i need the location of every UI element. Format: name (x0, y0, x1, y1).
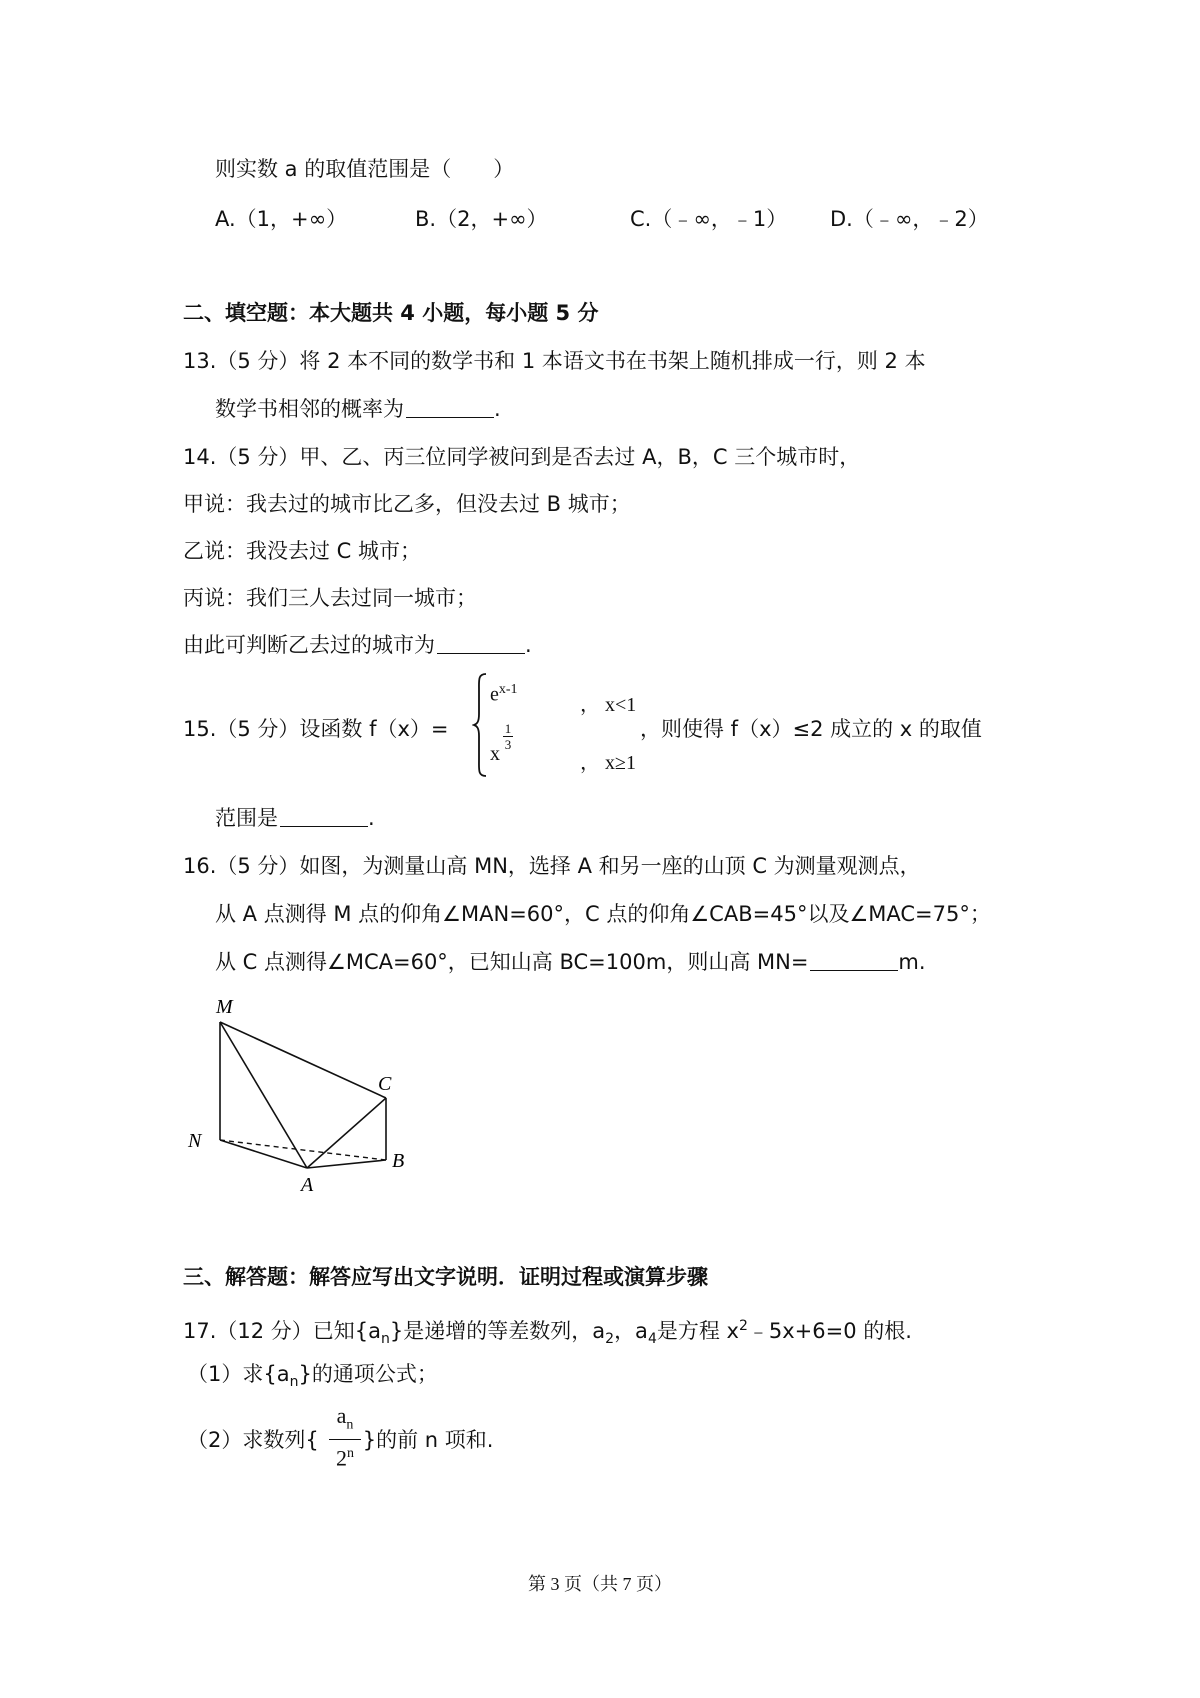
case-2-exponent-fraction (503, 722, 513, 751)
question-14-line2: 甲说：我去过的城市比乙多，但没去过 B 城市； (183, 492, 631, 516)
question-15-text: 范围是 (215, 806, 278, 830)
q17-text-a: 17.（12 分）已知{a (183, 1319, 382, 1343)
piecewise-case-1 (490, 682, 518, 707)
label-N: N (188, 1130, 202, 1152)
piecewise-brace (472, 672, 488, 778)
question-16-line2: 从 A 点测得 M 点的仰角∠MAN=60°，C 点的仰角∠CAB=45°以及∠MAC=75°； (215, 902, 991, 926)
q17-text-d: 是方程 x (656, 1319, 739, 1343)
page-footer: 第 3 页（共 7 页） (528, 1574, 672, 1594)
numerator-sub: n (346, 1417, 354, 1433)
answer-blank (810, 948, 898, 971)
question-16-line3 (215, 947, 926, 977)
line-NA (220, 1140, 307, 1168)
question-15-suffix: ，则使得 f（x）≤2 成立的 x 的取值 (640, 717, 982, 741)
exponent-numerator: 1 (504, 721, 512, 736)
period: . (368, 806, 375, 830)
line-MA (220, 1022, 307, 1168)
question-13-text: 数学书相邻的概率为 (215, 397, 404, 421)
question-14-text: 由此可判断乙去过的城市为 (183, 633, 435, 657)
case-2-base: x (490, 743, 500, 765)
piecewise-case-1-condition: ， x<1 (580, 694, 637, 716)
line-MC (220, 1022, 386, 1098)
numerator-a: a (336, 1403, 347, 1428)
case-1-exponent: x-1 (498, 682, 518, 697)
question-12-stem: 则实数 a 的取值范围是（ ） (215, 157, 515, 181)
fraction-bar (329, 1439, 361, 1440)
answer-blank (406, 395, 494, 418)
question-13-line1: 13.（5 分）将 2 本不同的数学书和 1 本语文书在书架上随机排成一行，则 2 本 (183, 349, 926, 373)
denominator-2: 2 (336, 1445, 347, 1471)
label-B: B (392, 1150, 405, 1172)
question-14-line5 (183, 630, 532, 660)
option-b: B.（2，+∞） (415, 207, 548, 231)
q17-text-c: ，a (614, 1319, 648, 1343)
q17-sub-n: n (381, 1331, 390, 1348)
question-15-prefix: 15.（5 分）设函数 f（x）= (183, 717, 449, 741)
question-17-part1 (187, 1359, 438, 1397)
piecewise-case-2 (490, 743, 500, 766)
q17-text-e: ﹣5x+6=0 的根. (747, 1319, 912, 1343)
q17-sup-2: 2 (738, 1318, 748, 1334)
fraction-numerator (325, 1404, 365, 1437)
option-c: C.（﹣∞，﹣1） (630, 207, 788, 231)
label-M: M (216, 996, 233, 1018)
exponent-denominator: 3 (504, 737, 512, 752)
label-C: C (378, 1073, 392, 1095)
fraction-denominator (325, 1442, 365, 1470)
part1-sub-n: n (289, 1374, 299, 1391)
fraction-an-over-2n (325, 1404, 365, 1471)
piecewise-case-2-condition: ， x≥1 (580, 752, 636, 774)
question-14-line3: 乙说：我没去过 C 城市； (183, 539, 422, 563)
question-15-line2 (215, 803, 375, 833)
q17-text-b: }是递增的等差数列，a (389, 1319, 606, 1343)
option-a: A.（1，+∞） (215, 207, 348, 231)
line-AB (307, 1160, 386, 1168)
q17-sub-4: 4 (647, 1331, 657, 1348)
line-NB-dashed (220, 1140, 386, 1160)
question-14-line4: 丙说：我们三人去过同一城市； (183, 586, 477, 610)
part1-text-a: （1）求{a (187, 1362, 290, 1386)
question-16-line1: 16.（5 分）如图，为测量山高 MN，选择 A 和另一座的山顶 C 为测量观测点， (183, 854, 921, 878)
q17-sub-2: 2 (605, 1331, 615, 1348)
question-17-line1 (183, 1311, 912, 1354)
case-1-base: e (490, 683, 499, 706)
period: . (494, 397, 501, 421)
question-16-text: 从 C 点测得∠MCA=60°，已知山高 BC=100m，则山高 MN= (215, 950, 809, 974)
part2-text-a: （2）求数列{ (187, 1428, 319, 1452)
question-13-line2 (215, 394, 501, 424)
section-2-heading: 二、填空题：本大题共 4 小题，每小题 5 分 (183, 301, 599, 325)
answer-blank (437, 631, 525, 654)
section-3-heading: 三、解答题：解答应写出文字说明．证明过程或演算步骤 (183, 1265, 708, 1289)
question-14-line1: 14.（5 分）甲、乙、丙三位同学被问到是否去过 A，B，C 三个城市时， (183, 445, 861, 469)
part1-text-b: }的通项公式； (298, 1362, 438, 1386)
line-CA (307, 1098, 386, 1168)
unit: m. (898, 950, 926, 974)
part2-text-b: }的前 n 项和. (362, 1428, 494, 1452)
label-A: A (301, 1174, 314, 1196)
period: . (525, 633, 532, 657)
answer-blank (280, 804, 368, 827)
denominator-sup: n (347, 1446, 354, 1462)
mountain-figure (180, 990, 420, 1200)
option-d: D.（﹣∞，﹣2） (830, 207, 989, 231)
